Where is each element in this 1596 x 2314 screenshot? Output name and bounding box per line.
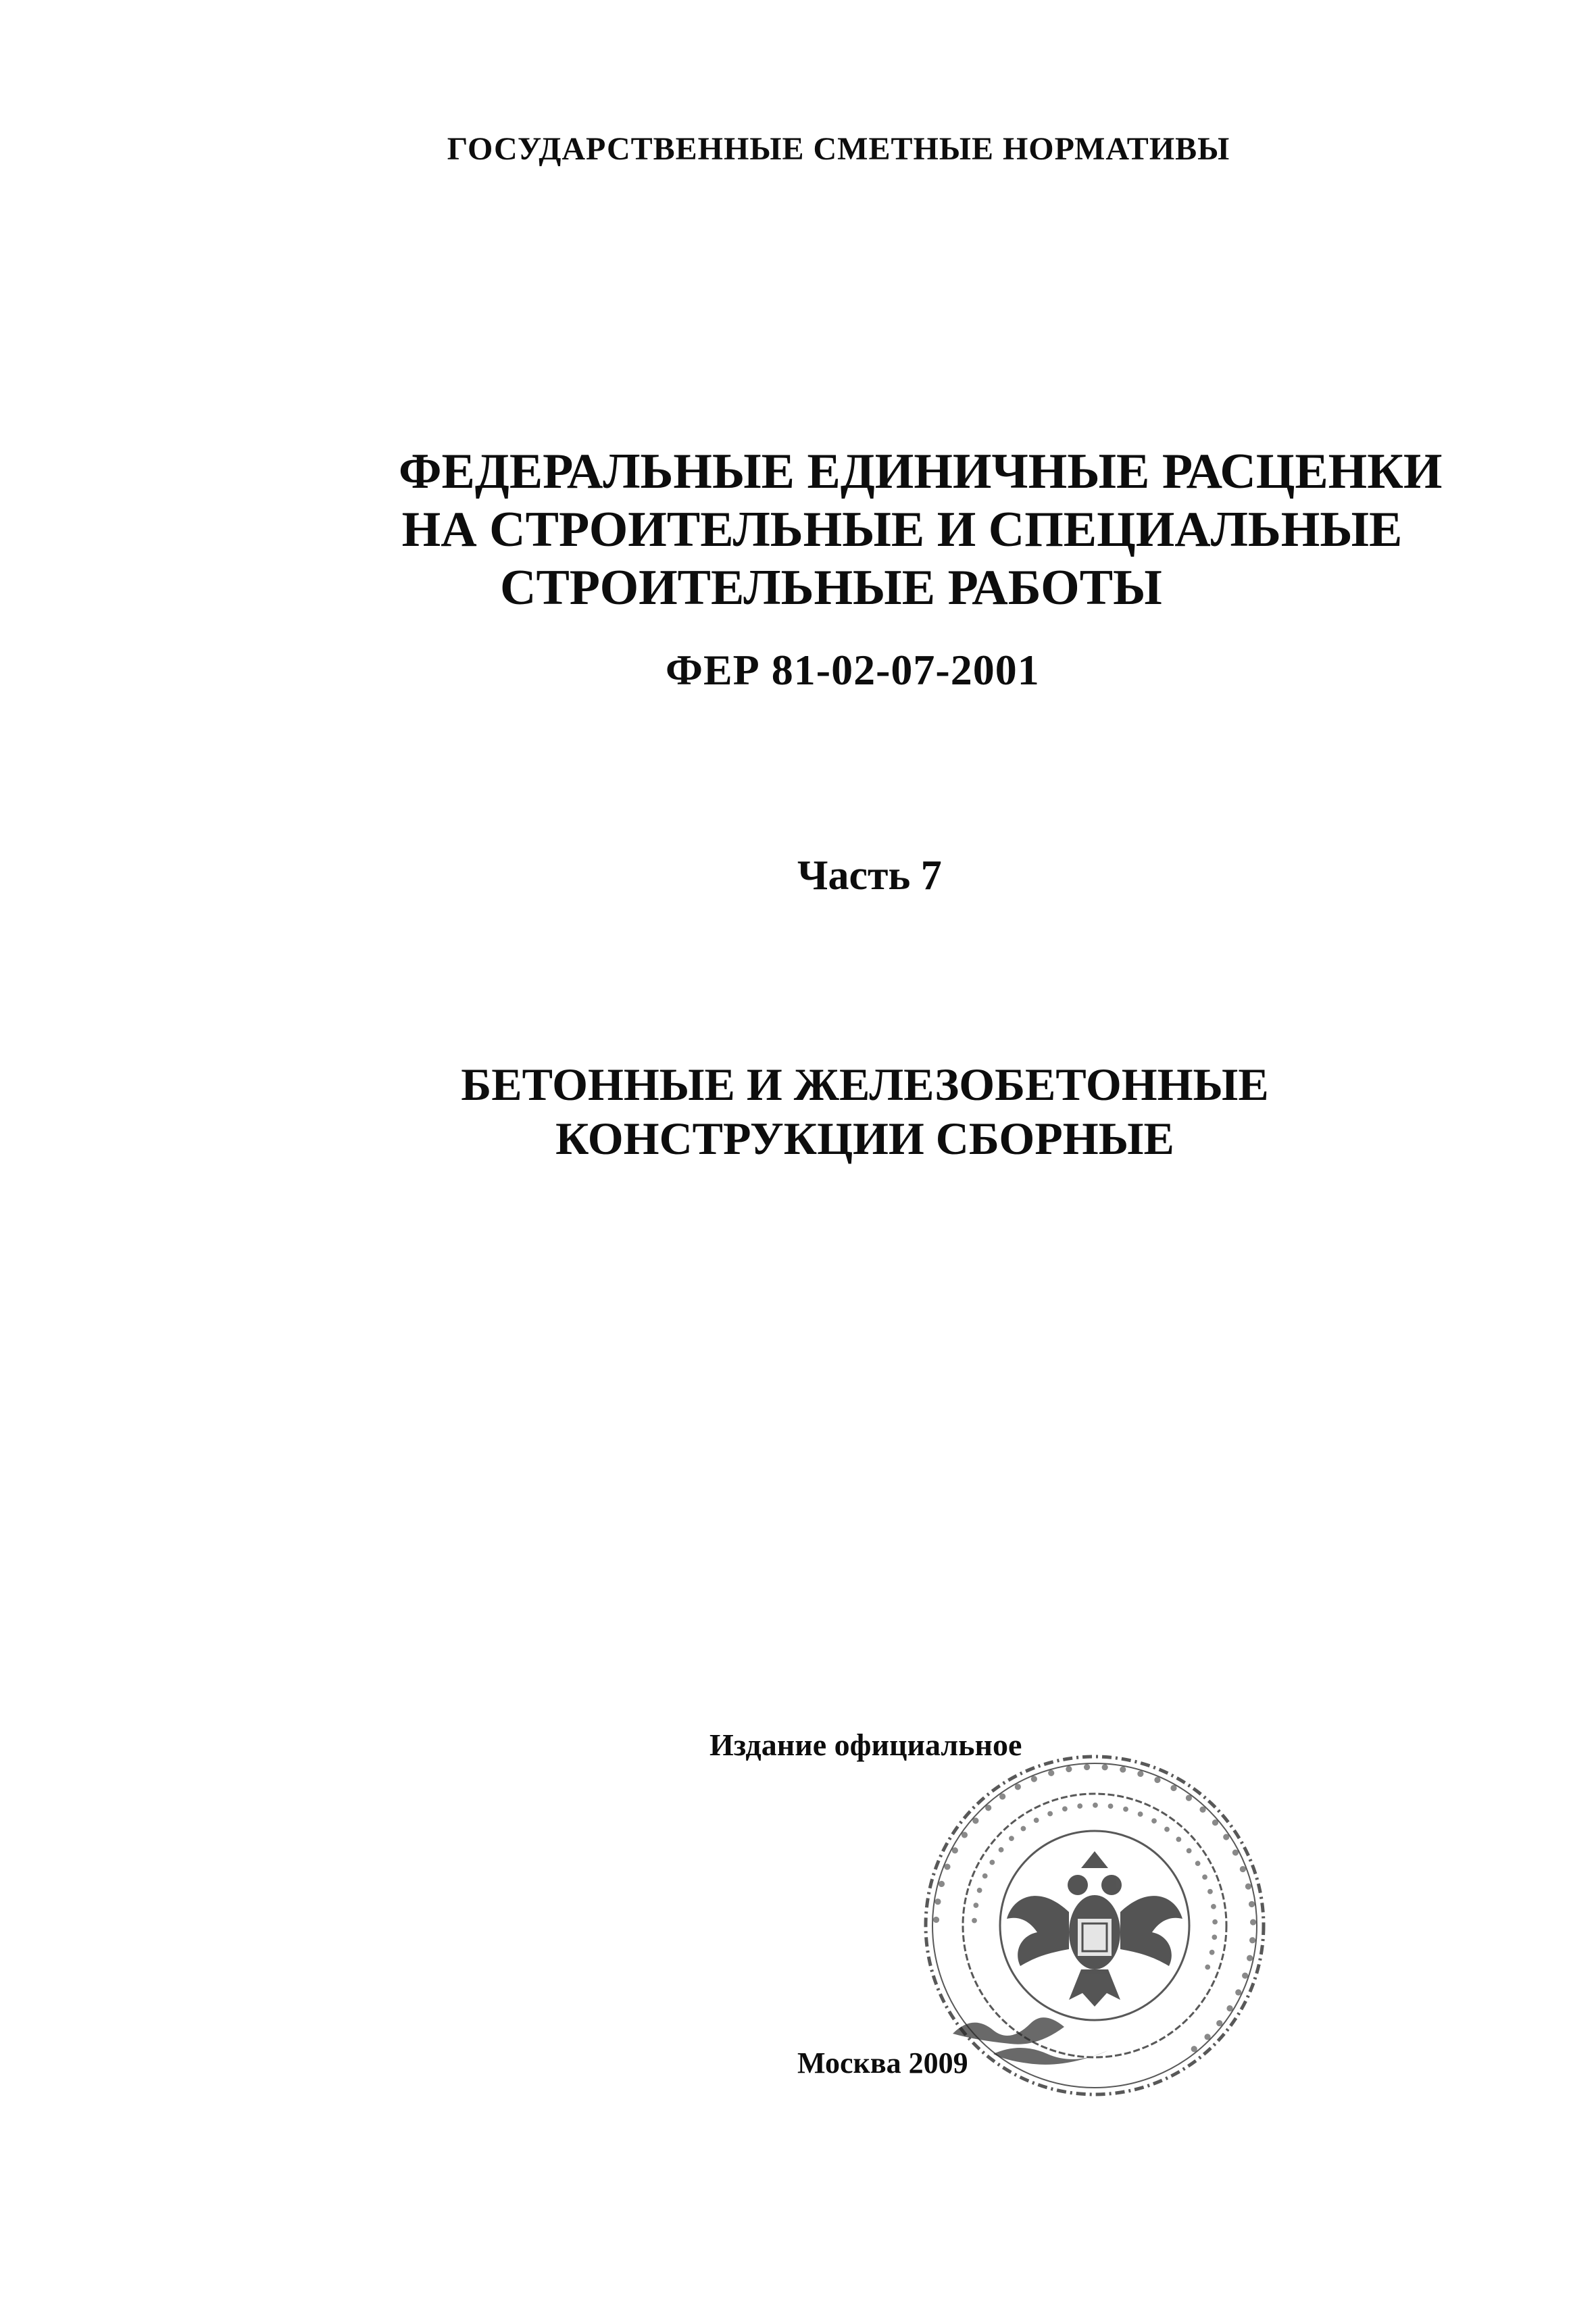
title-line-1: ФЕДЕРАЛЬНЫЕ ЕДИНИЧНЫЕ РАСЦЕНКИ [399,444,1443,499]
part-number: Часть 7 [797,853,942,899]
document-subject [446,1057,1284,1165]
place-year: Москва 2009 [797,2046,968,2080]
title-line-3: СТРОИТЕЛЬНЫЕ РАБОТЫ [500,560,1162,615]
subject-line-2: КОНСТРУКЦИИ СБОРНЫЕ [555,1113,1174,1164]
title-line-2: НА СТРОИТЕЛЬНЫЕ И СПЕЦИАЛЬНЫЕ [401,502,1403,557]
edition-label: Издание официальное [709,1728,1022,1762]
svg-text:• • • • • • • • • • • • • • •: • • • • • • • • • • • • • • • • • • • • • • • • • • • • [966,1797,1223,1974]
svg-text:• • • • • • • • • • • • • • •: • • • • • • • • • • • • • • • • • • • • • • • • • • • • • • • • • • • • [926,1757,1263,2060]
subject-line-1: БЕТОННЫЕ И ЖЕЛЕЗОБЕТОННЫЕ [461,1059,1269,1110]
document-title [378,443,1443,617]
document-code: ФЕР 81-02-07-2001 [666,646,1040,694]
document-header: ГОСУДАРСТВЕННЫЕ СМЕТНЫЕ НОРМАТИВЫ [447,131,1230,167]
